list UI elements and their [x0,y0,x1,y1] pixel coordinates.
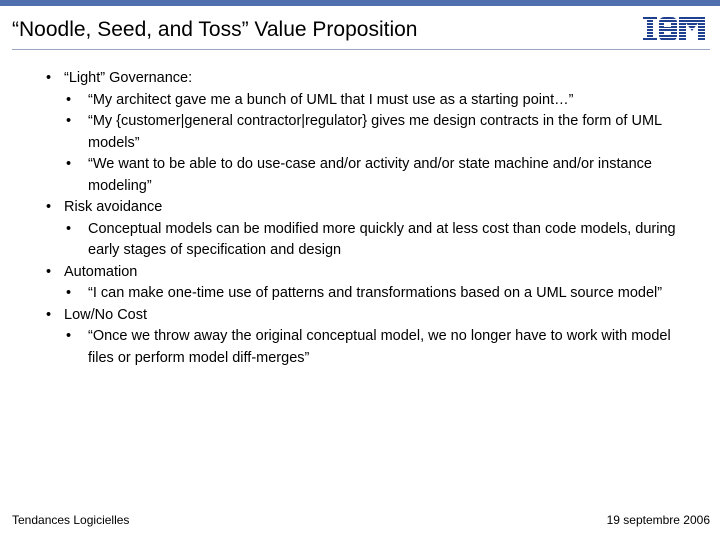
bullet-mark: • [46,306,52,323]
bullet-mark: • [46,199,52,215]
bullet-low-no-cost [0,305,690,327]
sub-bullet [0,219,690,262]
bullet-text: “Light” Governance: [64,70,193,86]
title-divider [12,49,710,50]
bullet-mark: • [66,156,72,172]
sub-bullet [0,90,690,112]
bullet-mark: • [66,285,72,301]
sub-bullet-text: “We want to be able to do use-case and/or activity and/or state machine and/or instance modeling” [88,156,652,194]
sub-bullet-text: “My {customer|general contractor|regulator} gives me design contracts in the form of UML models” [88,113,662,151]
bullet-text: Automation [64,263,138,280]
sub-bullet-text: “I can make one-time use of patterns and transformations based on a UML source model” [88,285,663,301]
bullet-mark: • [66,113,72,129]
sub-bullet [0,326,690,369]
slide-body [0,68,720,369]
bullet-mark: • [66,91,72,108]
slide-title: “Noodle, Seed, and Toss” Value Proposition [12,18,418,41]
sub-bullet-text: “Once we throw away the original conceptual model, we no longer have to work with model files or perform model diff-merges” [88,328,671,366]
bullet-text: Low/No Cost [64,306,148,323]
bullet-text: Risk avoidance [64,199,163,215]
bullet-risk-avoidance [0,197,690,219]
sub-bullet [0,283,690,305]
sub-bullet [0,111,690,154]
sub-bullet-text: “My architect gave me a bunch of UML that I must use as a starting point…” [88,91,574,108]
bullet-mark: • [66,220,72,237]
ibm-logo [643,17,705,41]
bullet-automation [0,262,690,284]
footer-left-text: Tendances Logicielles [12,513,130,527]
footer-date: 19 septembre 2006 [606,513,710,527]
bullet-light-governance [0,68,690,90]
top-accent-bar [0,0,720,6]
sub-bullet-text: Conceptual models can be modified more quickly and at less cost than code models, during early stages of specification and design [88,220,676,258]
bullet-mark: • [46,263,52,280]
bullet-mark: • [66,328,72,344]
sub-bullet [0,154,690,197]
bullet-mark: • [46,70,52,86]
